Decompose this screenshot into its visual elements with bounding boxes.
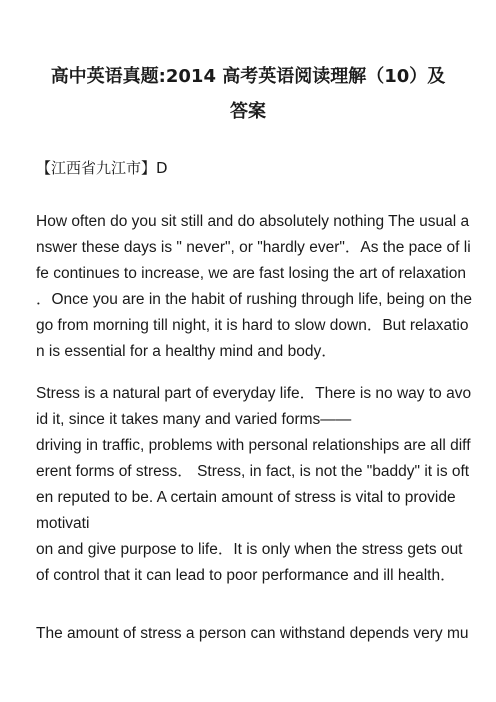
- text-line: nswer these days is " never", or "hardly ever"．As the pace of li: [36, 239, 471, 256]
- text-line: Stress is a natural part of everyday life．There is no way to avo: [36, 385, 472, 402]
- text-line: fe continues to increase, we are fast losing the art of relaxation: [36, 265, 466, 282]
- text-line: How often do you sit still and do absolutely nothing The usual a: [36, 213, 470, 230]
- text-line: ．Once you are in the habit of rushing through life, being on the: [36, 291, 473, 308]
- document-title-continued: 答案: [230, 101, 266, 122]
- text-line: en reputed to be. A certain amount of stress is vital to provide: [36, 489, 456, 506]
- text-line: erent forms of stress． Stress, in fact, is not the "baddy" it is oft: [36, 463, 470, 480]
- text-line: on and give purpose to life．It is only when the stress gets out: [36, 541, 463, 558]
- source-label: 【江西省九江市】D: [36, 159, 168, 177]
- text-line: n is essential for a healthy mind and body．: [36, 343, 337, 360]
- document-title: 高中英语真题:2014 高考英语阅读理解（10）及: [50, 66, 446, 87]
- text-line: driving in traffic, problems with personal relationships are all diff: [36, 437, 471, 454]
- text-line: id it, since it takes many and varied forms——: [36, 411, 352, 428]
- text-line: The amount of stress a person can withstand depends very mu: [36, 625, 469, 642]
- text-line: of control that it can lead to poor performance and ill health．: [36, 567, 456, 584]
- text-line: motivati: [36, 515, 90, 532]
- text-line: go from morning till night, it is hard to slow down．But relaxatio: [36, 317, 469, 334]
